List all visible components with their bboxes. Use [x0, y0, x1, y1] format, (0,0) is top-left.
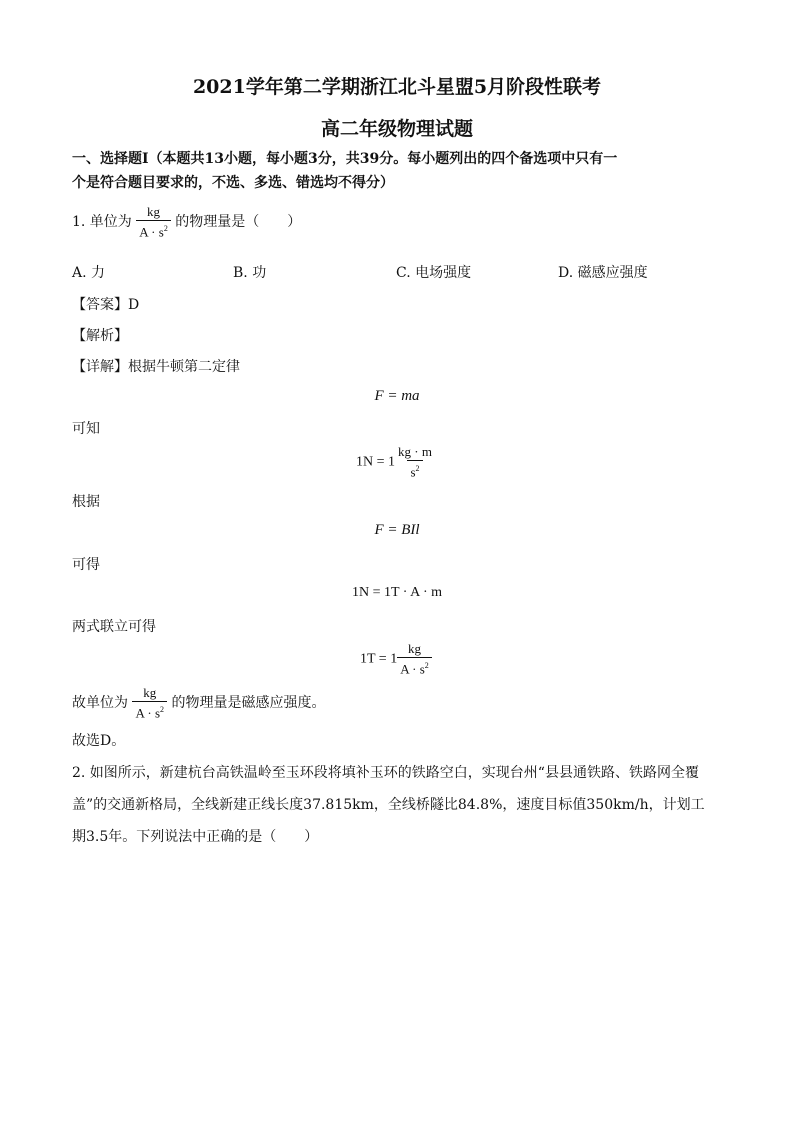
- unit-denominator: $A \cdot s^2$: [136, 220, 171, 240]
- analysis-label: 【解析】: [72, 328, 128, 344]
- section-header: 一、选择题Ⅰ（本题共13小题，每小题3分，共39分。每小题列出的四个备选项中只有一: [72, 151, 618, 167]
- conclusion-denominator: $A \cdot s^2$: [132, 701, 167, 721]
- exam-title: 2021学年第二学期浙江北斗星盟5月阶段性联考: [192, 76, 602, 98]
- question-2-line3: 期3.5年。下列说法中正确的是（ ）: [72, 829, 319, 845]
- option-a: A. 力: [72, 265, 106, 281]
- eq2-numerator: kg · m: [398, 444, 432, 459]
- option-c: C. 电场强度: [396, 265, 472, 281]
- question-1-suffix: 的物理量是（ ）: [175, 214, 302, 231]
- section-header-cont: 个是符合题目要求的，不选、多选、错选均不得分）: [72, 175, 394, 191]
- unit-numerator: kg: [147, 204, 161, 219]
- question-2-line2: 盖”的交通新格局，全线新建正线长度37.815km，全线桥隧比84.8%，速度目标值350km/h，计划工: [72, 797, 705, 813]
- equation-ampere: F = BIl: [374, 522, 420, 538]
- equation-result: 1T = 1 $\frac{kg}{A \cdot s^2}$: [360, 641, 432, 677]
- answer-label: 【答案】D: [72, 297, 140, 313]
- unit-fraction: [136, 204, 171, 240]
- exam-subtitle: 高二年级物理试题: [320, 118, 473, 140]
- equation-tesla-unit: 1N = 1T · A · m: [351, 585, 443, 600]
- question-1-stem: [72, 204, 301, 240]
- conclusion-numerator: kg: [143, 685, 157, 700]
- equation-newton: F = ma: [374, 388, 420, 404]
- question-1-prefix: 1. 单位为: [72, 214, 132, 231]
- eq5-numerator: kg: [407, 641, 421, 656]
- conclusion-text: 故单位为 $\frac{kg}{A \cdot s^2}$ 的物理量是磁感应强度。: [72, 685, 326, 721]
- option-b: B. 功: [233, 265, 267, 281]
- detail-text: 【详解】根据牛顿第二定律: [72, 359, 240, 375]
- question-2-line1: 2. 如图所示，新建杭台高铁温岭至玉环段将填补玉环的铁路空白，实现台州“县县通铁路、铁路网全覆: [72, 765, 699, 781]
- eq2-denominator: $s^2$: [407, 460, 422, 480]
- equation-newton-unit: 1N = 1 $\frac{kg \cdot m}{s^2}$: [356, 444, 435, 480]
- option-d: D. 磁感应强度: [558, 265, 648, 281]
- eq5-denominator: $A \cdot s^2$: [397, 657, 432, 677]
- text-kezhi: 可知: [72, 421, 100, 437]
- text-kede: 可得: [72, 557, 100, 573]
- text-lianli: 两式联立可得: [72, 619, 156, 635]
- text-genju: 根据: [72, 494, 100, 510]
- choose-text: 故选D。: [72, 733, 126, 749]
